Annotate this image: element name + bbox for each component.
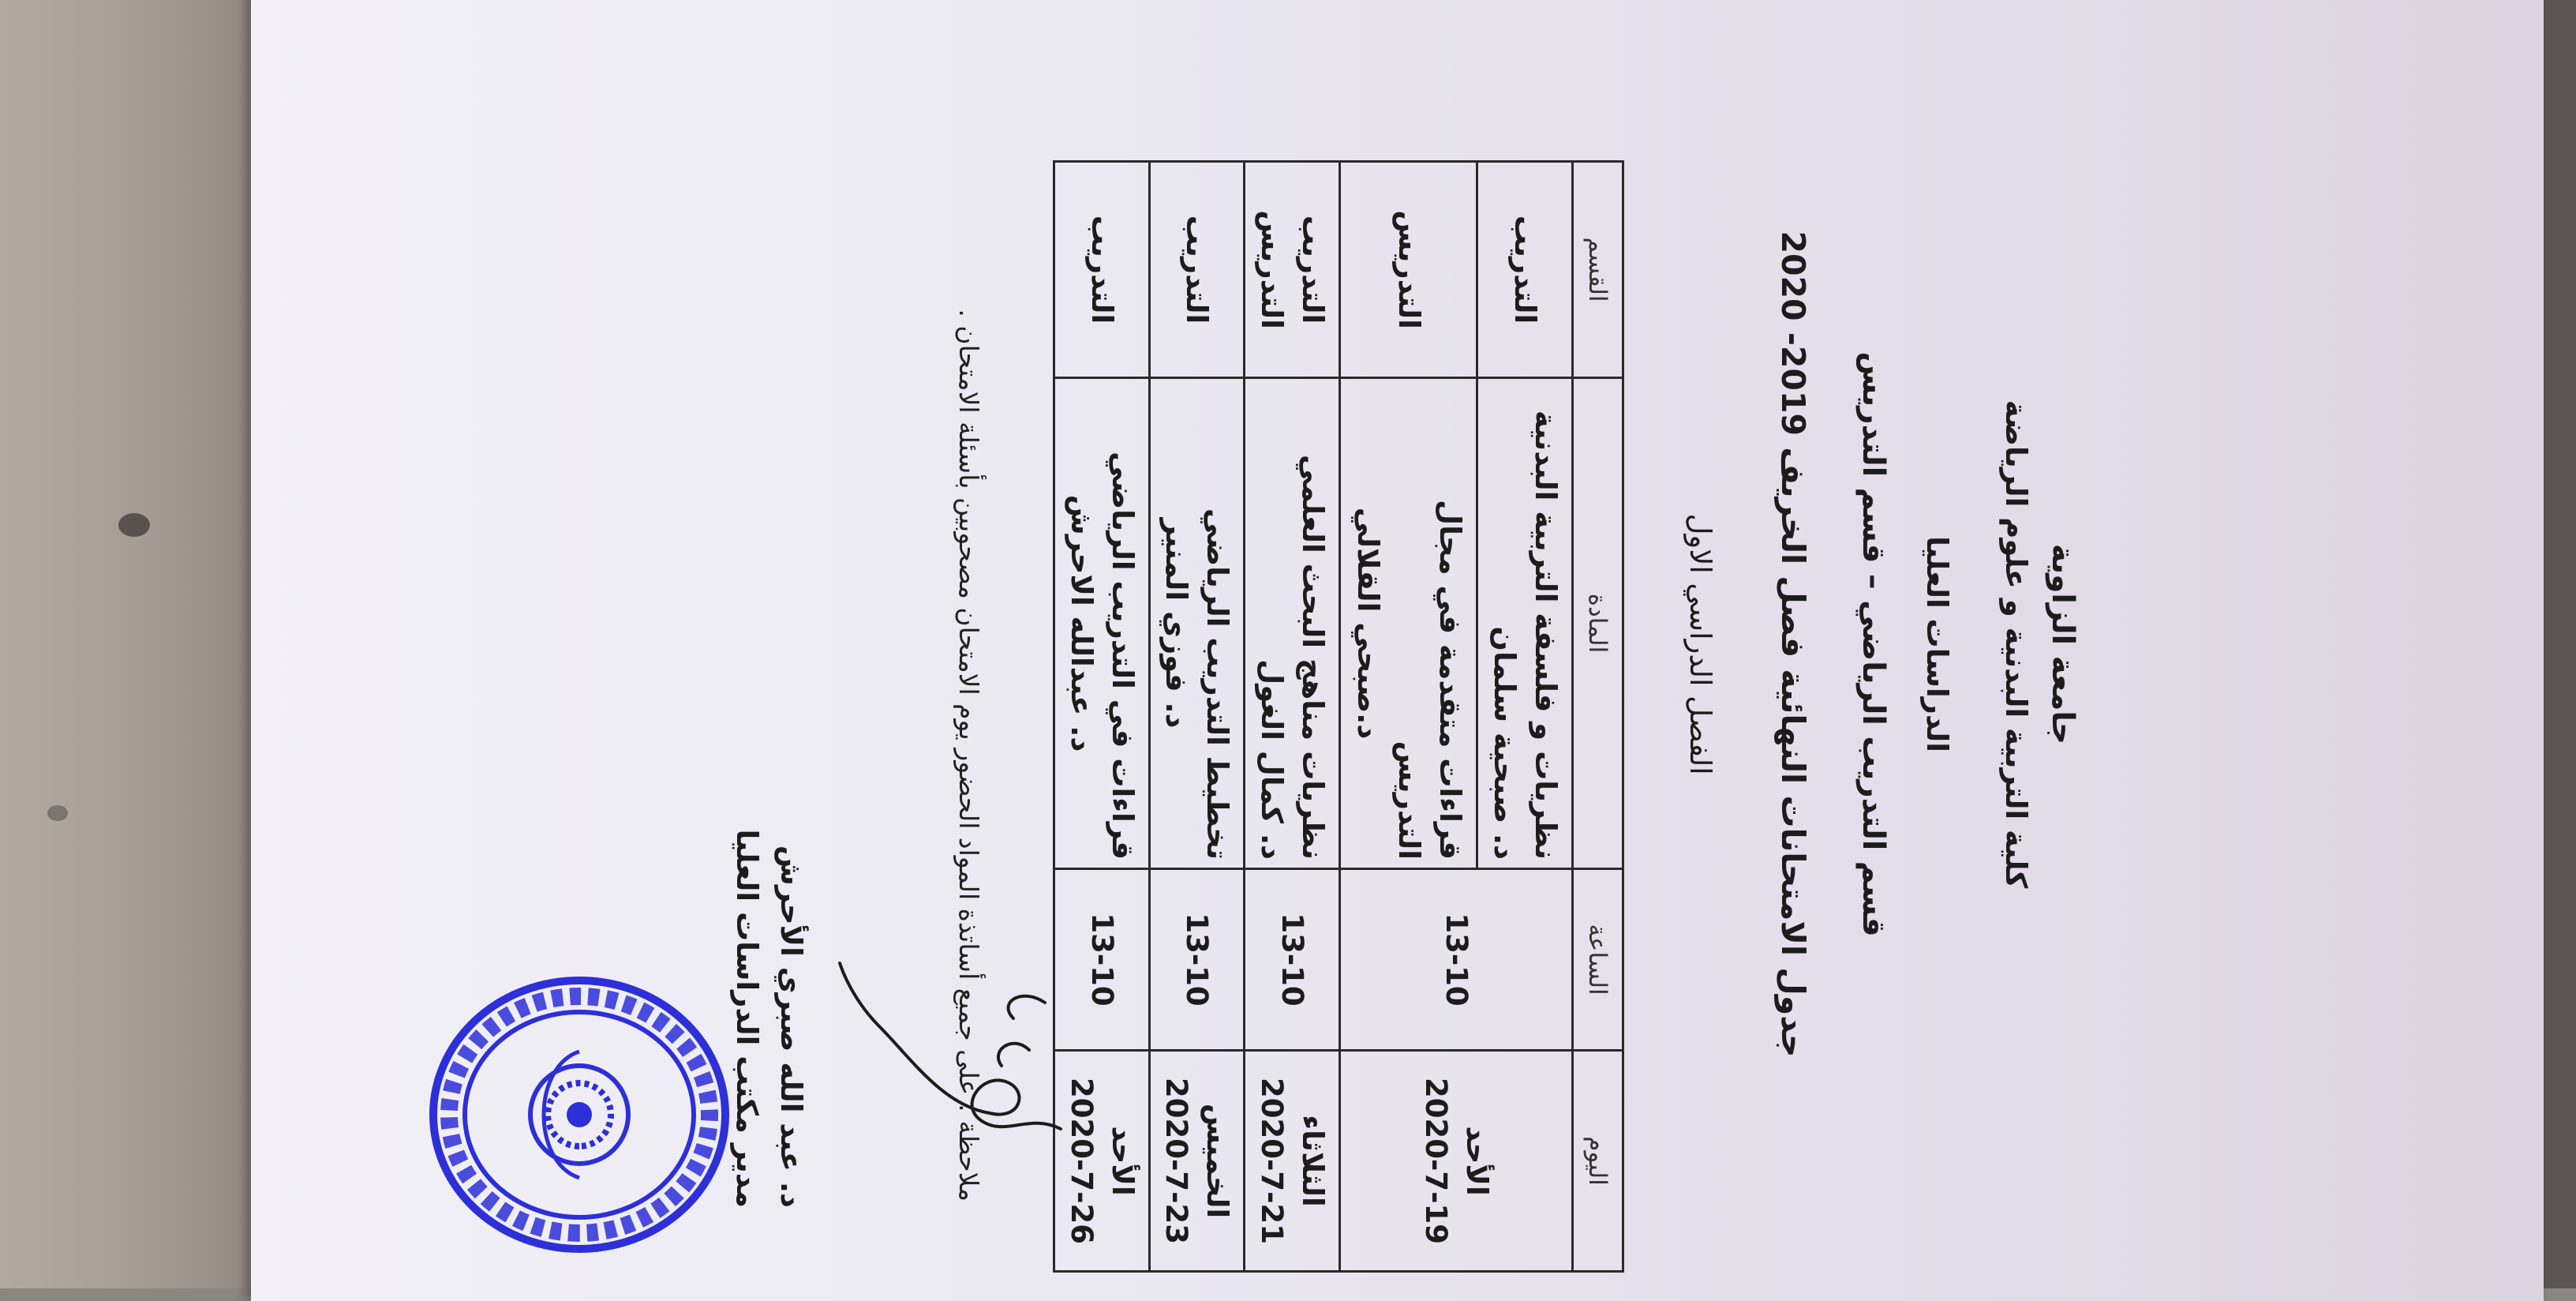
day-date: 2020-7-26: [1064, 1078, 1099, 1244]
signatory-title: مدير مكتب الدراسات العليا: [730, 829, 764, 1208]
subject-name: نظريات مناهج البحث العلمي: [1295, 454, 1330, 860]
subject-cell: [1477, 378, 1573, 869]
day-cell: [1339, 1051, 1572, 1272]
semester-label: الفصل الدراسي الاول: [1683, 513, 1717, 775]
subject-teacher: د. كمال الغول: [1254, 659, 1289, 860]
subject-name: قراءات متقدمة في مجال التدريس: [1391, 500, 1467, 860]
table-header-row: [1573, 162, 1623, 1272]
table-row: [1245, 162, 1340, 1272]
signature-stroke: [1009, 996, 1045, 1018]
subject-teacher: د.صبحي القلالي: [1350, 507, 1385, 740]
signatory-name: د. عبد الله صبري الأحرش: [774, 845, 808, 1208]
department-cell: التدريب التدريس: [1245, 162, 1340, 378]
subject-name: تخطيط التدريب الرياضي: [1200, 508, 1235, 860]
day-name: الثلاثاء: [1295, 1115, 1330, 1207]
subject-cell: [1149, 378, 1245, 869]
office-name: الدراسات العليا: [1920, 536, 1954, 752]
header-subject: المادة: [1573, 378, 1623, 869]
day-name: الخميس: [1200, 1103, 1235, 1219]
day-name: الأحد: [1105, 1126, 1140, 1196]
day-name: الأحد: [1459, 1126, 1494, 1196]
exam-note: ملاحظة : على جميع أساتذة المواد الحضور يوم الامتحان مصحوبين بأسئلة الامتحان .: [953, 309, 984, 1202]
department-cell: التدريب: [1477, 162, 1573, 378]
subject-teacher: د. عبدالله الاحرش: [1064, 494, 1099, 752]
faculty-name: كلية التربية البدنية و علوم الرياضة: [1999, 399, 2033, 889]
subject-name: نظريات و فلسفة التربية البدنية: [1529, 410, 1563, 860]
day-cell: [1149, 1051, 1245, 1272]
day-date: 2020-7-19: [1418, 1078, 1453, 1244]
schedule-title: جدول الامتحانات النهائية فصل الخريف 2019- 2020: [1774, 231, 1812, 1058]
time-cell: 13-10: [1245, 869, 1340, 1051]
header-time: الساعة: [1573, 869, 1623, 1051]
handwritten-signature: [824, 932, 1076, 1200]
subject-cell: [1245, 378, 1340, 869]
signature-stroke: [840, 963, 1061, 1129]
signature-stroke: [998, 1044, 1029, 1066]
time-cell: 13-10: [1339, 869, 1572, 1051]
exam-schedule-table: [1053, 160, 1624, 1273]
subject-teacher: د. فوزي المنير: [1159, 518, 1194, 729]
time-cell: 13-10: [1054, 869, 1150, 1051]
time-cell: 13-10: [1149, 869, 1245, 1051]
department-cell: التدريس: [1339, 162, 1477, 378]
department-name: قسم التدريب الرياضي – قسم التدريس: [1855, 351, 1891, 937]
day-cell: [1245, 1051, 1340, 1272]
day-date: 2020-7-21: [1254, 1078, 1289, 1244]
header-department: القسم: [1573, 162, 1623, 378]
subject-cell: [1339, 378, 1477, 869]
department-cell: التدريب: [1054, 162, 1150, 378]
day-date: 2020-7-23: [1159, 1078, 1194, 1244]
department-cell: التدريب: [1149, 162, 1245, 378]
subject-teacher: د. صبحية سلمان: [1488, 626, 1522, 860]
seal-center: [567, 1102, 592, 1127]
header-day: اليوم: [1573, 1051, 1623, 1272]
official-seal: [421, 965, 737, 1265]
table-row: [1477, 162, 1573, 1272]
table-row: [1149, 162, 1245, 1272]
subject-name: قراءات في التدريب الرياضي: [1105, 452, 1140, 860]
university-name: جامعة الزاوية: [2045, 543, 2080, 745]
subject-cell: [1054, 378, 1150, 869]
